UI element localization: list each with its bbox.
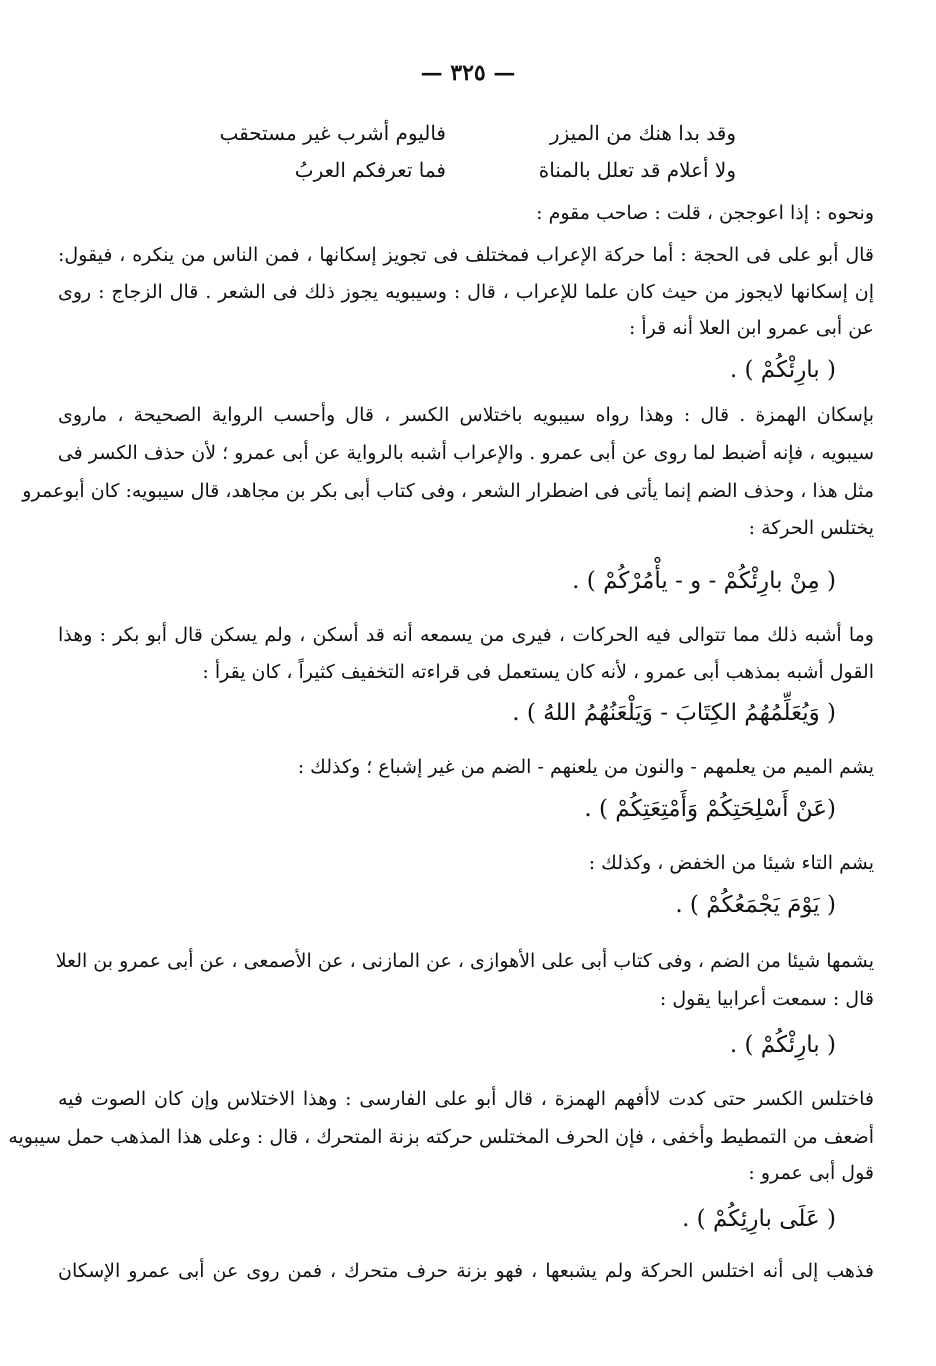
quran-quote: ( يَوْمَ يَجْمَعُكُمْ ) . <box>675 892 836 918</box>
verse-1-first-hemistich: وقد بدا هنك من الميزر <box>549 121 736 145</box>
text-line: ونحوه : إذا اعوججن ، قلت : صاحب مقوم : <box>536 202 874 224</box>
verse-1-second-hemistich: فاليوم أشرب غير مستحقب <box>219 121 446 145</box>
text-line: مثل هذا ، وحذف الضم إنما يأتى فى اضطرار الشعر ، وفى كتاب أبى بكر بن مجاهد، قال سيبويه: كان أبوعمرو <box>22 480 874 502</box>
text-line: قال أبو على فى الحجة : أما حركة الإعراب فمختلف فى تجويز إسكانها ، فمن الناس من ينكره ، فيقول: <box>58 244 874 266</box>
verse-2-first-hemistich: ولا أعلام قد تعلل بالمناة <box>538 158 736 182</box>
quran-quote: ( بارِئْكُمْ ) . <box>729 1032 836 1058</box>
text-line: يشم التاء شيئا من الخفض ، وكذلك : <box>588 852 874 874</box>
text-line: يشمها شيئا من الضم ، وفى كتاب أبى على الأهوازى ، عن المازنى ، عن الأصمعى ، عن أبى عمرو بن العلا <box>55 950 874 972</box>
quran-quote: ( بارِئْكُمْ ) . <box>729 357 836 383</box>
quran-quote: ( مِنْ بارِئْكُمْ - و - يأْمُرْكُمْ ) . <box>572 568 836 594</box>
text-line: قول أبى عمرو : <box>748 1162 874 1184</box>
text-line: فذهب إلى أنه اختلس الحركة ولم يشبعها ، فهو بزنة حرف متحرك ، فمن روى عن أبى عمرو الإسكان <box>58 1260 874 1282</box>
page-number: — ٣٢٥ — <box>420 60 516 86</box>
text-line: إن إسكانها لايجوز من حيث كان علما للإعراب ، قال : وسيبويه يجوز ذلك فى الشعر . قال الزجاج : روى <box>58 281 874 303</box>
text-line: القول أشبه بمذهب أبى عمرو ، لأنه كان يستعمل فى قراءته التخفيف كثيراً ، كان يقرأ : <box>202 661 874 683</box>
quran-quote: ( وَيُعَلِّمُهُمُ الكِتَابَ - وَيَلْعَنُهُمُ اللهُ ) . <box>512 700 836 726</box>
text-line: وما أشبه ذلك مما تتوالى فيه الحركات ، فيرى من يسمعه أنه قد أسكن ، ولم يسكن قال أبو بكر : وهذا <box>58 624 874 646</box>
text-line: بإسكان الهمزة . قال : وهذا رواه سيبويه باختلاس الكسر ، قال وأحسب الرواية الصحيحة ، ماروى <box>58 404 874 426</box>
text-line: يشم الميم من يعلمهم - والنون من يلعنهم - الضم من غير إشباع ؛ وكذلك : <box>297 756 874 778</box>
quran-quote: ( عَلَى بارِئِكُمْ ) . <box>682 1206 836 1232</box>
text-line: فاختلس الكسر حتى كدت لاأفهم الهمزة ، قال أبو على الفارسى : وهذا الاختلاس وإن كان الصوت فيه <box>58 1088 874 1110</box>
text-line: عن أبى عمرو ابن العلا أنه قرأ : <box>628 317 874 339</box>
text-line: يختلس الحركة : <box>748 517 874 539</box>
text-line: سيبويه ، فإنه أضبط لما روى عن أبى عمرو . والإعراب أشبه بالرواية عن أبى عمرو ؛ لأن حذف الكسر فى <box>57 442 874 464</box>
verse-2-second-hemistich: فما تعرفكم العربُ <box>294 158 446 182</box>
quran-quote: (عَنْ أَسْلِحَتِكُمْ وَأَمْتِعَتِكُمْ ) . <box>584 796 836 822</box>
text-line: أضعف من التمطيط وأخفى ، فإن الحرف المختلس حركته بزنة المتحرك ، قال : وعلى هذا المذهب حمل سيبويه <box>8 1126 874 1148</box>
text-line: قال : سمعت أعرابيا يقول : <box>659 988 874 1010</box>
